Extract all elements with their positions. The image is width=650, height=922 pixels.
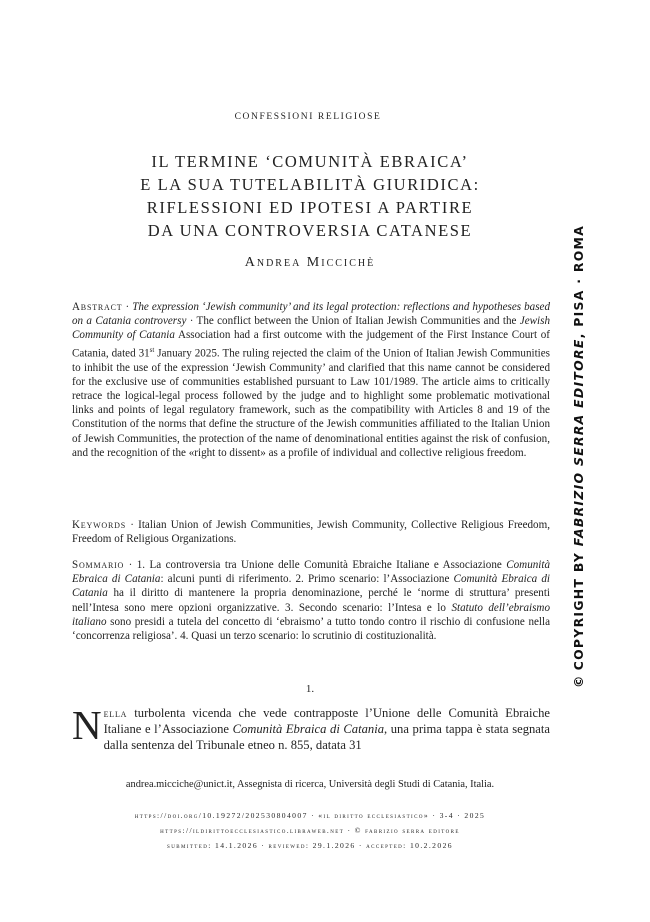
body-text-2: , una prima tappa è stata segnata dalla sentenza del Tribunale etneo n. 855, datata 31 <box>103 722 550 752</box>
copyright-lead: COPYRIGHT BY <box>571 546 586 671</box>
summary-italic-1: Comunità Ebraica di Catania <box>72 559 550 586</box>
copyright-vertical <box>568 215 588 690</box>
body-paragraph <box>72 702 550 753</box>
title-line-3: RIFLESSIONI ED IPOTESI A PARTIRE <box>146 198 474 217</box>
copyright-symbol: © <box>571 674 586 688</box>
abstract-text-2: Association had a first outcome with the judgement of the First Instance Court of Catania, dated 31 <box>72 329 550 360</box>
summary-label: Sommario <box>72 559 125 571</box>
footer-dates-line: submitted: 14.1.2026 · reviewed: 29.1.2026 · accepted: 10.2.2026 <box>167 841 453 850</box>
abstract-superscript: st <box>149 345 155 354</box>
summary-separator: · <box>124 559 137 571</box>
title-line-2: E LA SUA TUTELABILITÀ GIURIDICA: <box>140 175 480 194</box>
footer-doi-line: https://doi.org/10.19272/202530804007 · «il diritto ecclesiastico» · 3-4 · 2025 <box>134 811 486 820</box>
keywords-text: Italian Union of Jewish Communities, Jewish Community, Collective Religious Freedom, Freedom of Religious Organizations. <box>72 519 550 546</box>
copyright-publisher: FABRIZIO SERRA EDITORE <box>571 338 586 547</box>
abstract-label: Abstract <box>72 301 123 313</box>
title-line-4: DA UNA CONTROVERSIA CATANESE <box>147 221 473 240</box>
abstract-text-1: The conflict between the Union of Italian Jewish Communities and the <box>196 315 520 328</box>
drop-cap: N <box>72 702 102 748</box>
summary-text-4: sono presidi a tutela del concetto di ‘ebraismo’ a tutto tondo contro il rischio di confusione nella ‘concorrenza religiosa’. 4. Quasi un terzo scenario: lo scrutinio di costituzionalità. <box>72 615 550 643</box>
copyright-place: , PISA · ROMA <box>571 224 586 339</box>
summary-italic-3: Statuto dell’ebraismo italiano <box>72 601 550 628</box>
keywords-label: Keywords <box>72 519 126 531</box>
summary-text-3: ha il diritto di mantenere la propria denominazione, perché le ‘norme di struttura’ presenti nell’Intesa sono mere opzioni organizzative. 3. Secondo scenario: l’Intesa e lo <box>72 587 550 614</box>
abstract-italic-entity: Jewish Community of Catania <box>72 315 550 342</box>
section-number: 1. <box>305 683 315 695</box>
abstract-separator-2: · <box>186 315 197 328</box>
copyright-svg <box>568 215 588 690</box>
abstract-english-title: The expression ‘Jewish community’ and its legal protection: reflections and hypotheses based on a Catania controversy <box>72 301 551 328</box>
summary-italic-2: Comunità Ebraica di Catania <box>72 573 550 600</box>
body-text-1: turbolenta vicenda che vede contrapposte l’Unione delle Comunità Ebraiche Italiane e l’Associazione <box>103 706 550 736</box>
body-italic: Comunità Ebraica di Catania <box>232 722 384 736</box>
abstract <box>72 300 550 460</box>
body-smallcaps: ella <box>103 706 128 720</box>
summary-text-2: : alcuni punti di riferimento. 2. Primo scenario: l’Associazione <box>160 573 454 586</box>
author-name: Andrea Miccichè <box>244 255 376 270</box>
summary-text-1: 1. La controversia tra Unione delle Comunità Ebraiche Italiane e Associazione <box>136 559 507 571</box>
section-header: CONFESSIONI RELIGIOSE <box>234 112 382 122</box>
title-line-1: IL TERMINE ‘COMUNITÀ EBRAICA’ <box>151 152 469 171</box>
abstract-text-3: January 2025. The ruling rejected the claim of the Union of Italian Jewish Communities to inhibit the use of the expression ‘Jewish Community’ and clarified that this name cannot be considered for the exclusive use of communities established pursuant to Law 101/1989. The article aims to critically retrace the logical-legal process followed by the judge and to highlight some problematic motivational links and points of legal regulatory framework, such as the compatibility with Articles 8 and 19 of the Constitution of the norms that define the structure of the Jewish communities affiliated to the Italian Union of Jewish Communities, the protection of the name of denominational entities against the risk of confusion, and the recognition of the «right to dissent» as a profile of individual and collective religious freedom. <box>72 347 550 459</box>
footer-website-line: https://ildirittoecclesiastico.libraweb.net · © fabrizio serra editore <box>160 826 460 835</box>
copyright-text <box>571 225 586 688</box>
article-title <box>70 150 550 242</box>
abstract-separator: · <box>122 301 133 313</box>
keywords <box>72 518 550 546</box>
author-footnote: andrea.micciche@unict.it, Assegnista di ricerca, Università degli Studi di Catania, Italia. <box>125 779 495 790</box>
keywords-separator: · <box>125 519 139 531</box>
summary <box>72 558 550 643</box>
